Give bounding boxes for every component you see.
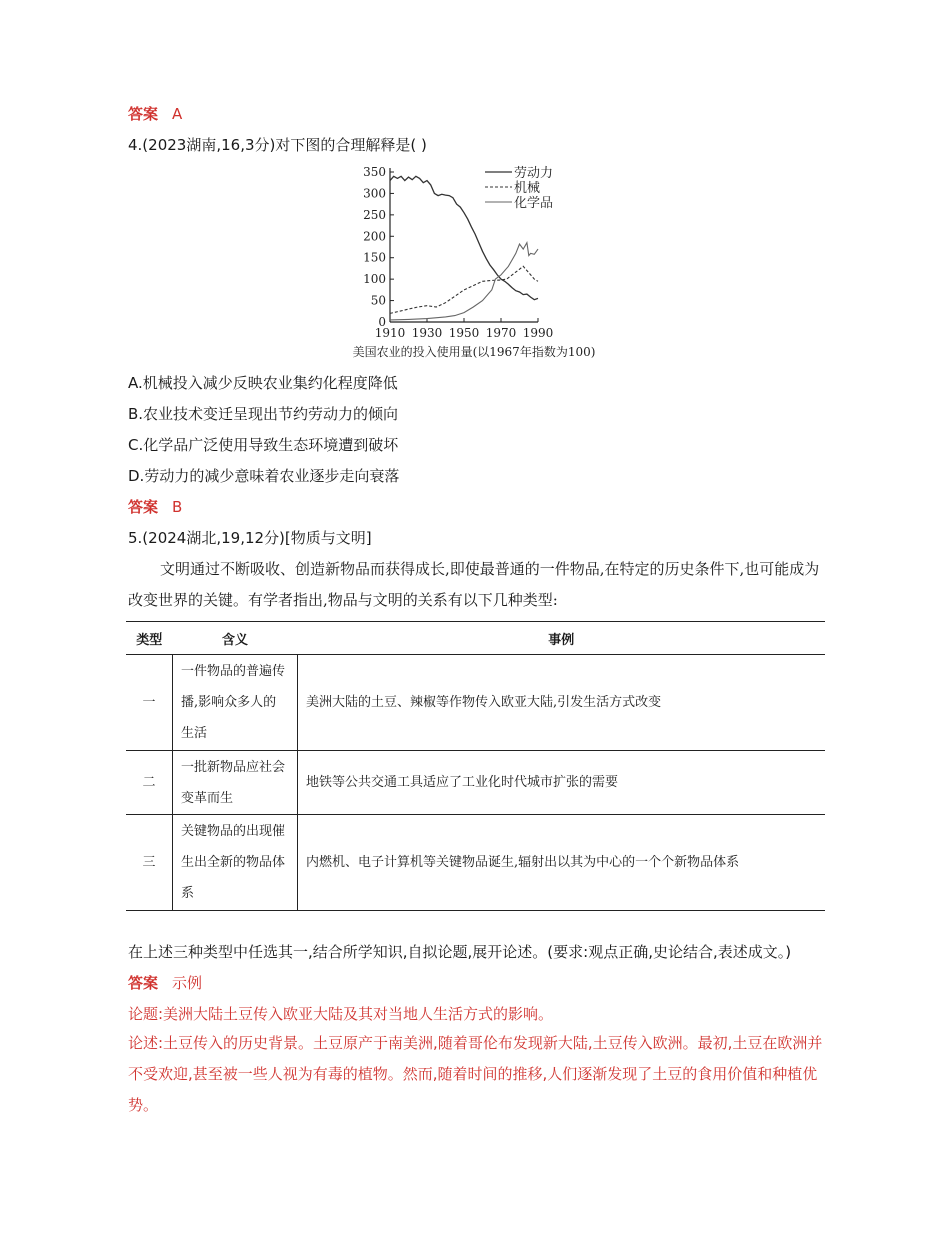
answer-tag: 示例 bbox=[172, 974, 203, 992]
legend-label: 机械 bbox=[514, 181, 541, 196]
answer-label: 答案 bbox=[128, 974, 159, 992]
option-a: A.机械投入减少反映农业集约化程度降低 bbox=[128, 374, 398, 392]
input-usage-chart bbox=[330, 158, 630, 363]
row-type: 三 bbox=[126, 815, 173, 911]
question-5-stem: 5.(2024湖北,19,12分)[物质与文明] bbox=[128, 529, 372, 547]
y-tick-label: 50 bbox=[370, 293, 386, 308]
header-example: 事例 bbox=[298, 622, 826, 655]
header-type: 类型 bbox=[126, 622, 173, 655]
table-header-row bbox=[126, 622, 825, 655]
question-4-stem: 4.(2023湖南,16,3分)对下图的合理解释是( ) bbox=[128, 136, 427, 154]
row-type: 二 bbox=[126, 751, 173, 815]
x-tick-label: 1930 bbox=[411, 326, 443, 340]
y-tick-label: 100 bbox=[363, 272, 386, 287]
chart-title: 美国农业的投入使用量(以1967年指数为100) bbox=[352, 345, 596, 359]
answer-value: A bbox=[172, 105, 183, 123]
legend-label: 劳动力 bbox=[514, 166, 554, 181]
y-tick-label: 200 bbox=[363, 229, 386, 244]
answer-line bbox=[128, 104, 182, 124]
answer-label: 答案 bbox=[128, 105, 159, 123]
y-tick-label: 250 bbox=[363, 207, 386, 222]
material-paragraph: 文明通过不断吸收、创造新物品而获得成长,即使最普通的一件物品,在特定的历史条件下,也可能成为改变世界的关键。有学者指出,物品与文明的关系有以下几种类型: bbox=[128, 560, 820, 609]
series-line-机械 bbox=[390, 266, 538, 313]
chart-legend bbox=[485, 165, 553, 211]
table-row bbox=[126, 815, 825, 911]
requirement: 在上述三种类型中任选其一,结合所学知识,自拟论题,展开论述。(要求:观点正确,史论结合,表述成文。) bbox=[128, 943, 792, 961]
answer-line-q4 bbox=[128, 497, 182, 517]
x-tick-label: 1990 bbox=[522, 326, 554, 340]
row-example: 美洲大陆的土豆、辣椒等作物传入欧亚大陆,引发生活方式改变 bbox=[298, 655, 826, 751]
x-tick-label: 1950 bbox=[448, 326, 480, 340]
answer-argument: 论述:土豆传入的历史背景。土豆原产于南美洲,随着哥伦布发现新大陆,土豆传入欧洲。最初,土豆在欧洲并不受欢迎,甚至被一些人视为有毒的植物。然而,随着时间的推移,人们逐渐发现了土豆的食用价值和种植优势。 bbox=[128, 1034, 823, 1114]
x-tick-label: 1970 bbox=[485, 326, 517, 340]
option-d: D.劳动力的减少意味着农业逐步走向衰落 bbox=[128, 467, 400, 485]
legend-label: 化学品 bbox=[514, 196, 554, 211]
y-tick-label: 300 bbox=[363, 186, 386, 201]
row-type: 一 bbox=[126, 655, 173, 751]
row-example: 内燃机、电子计算机等关键物品诞生,辐射出以其为中心的一个个新物品体系 bbox=[298, 815, 826, 911]
y-tick-label: 350 bbox=[363, 165, 386, 179]
types-table bbox=[126, 621, 825, 911]
answer-line-q5 bbox=[128, 973, 202, 993]
answer-value: B bbox=[172, 498, 183, 516]
row-example: 地铁等公共交通工具适应了工业化时代城市扩张的需要 bbox=[298, 751, 826, 815]
table-row bbox=[126, 751, 825, 815]
x-tick-label: 1910 bbox=[374, 326, 406, 340]
answer-topic: 论题:美洲大陆土豆传入欧亚大陆及其对当地人生活方式的影响。 bbox=[128, 1005, 554, 1023]
row-meaning: 关键物品的出现催生出全新的物品体系 bbox=[173, 815, 298, 911]
y-tick-label: 0 bbox=[378, 315, 386, 329]
option-b: B.农业技术变迁呈现出节约劳动力的倾向 bbox=[128, 405, 399, 423]
option-c: C.化学品广泛使用导致生态环境遭到破坏 bbox=[128, 436, 399, 454]
row-meaning: 一批新物品应社会变革而生 bbox=[173, 751, 298, 815]
table-row bbox=[126, 655, 825, 751]
answer-label: 答案 bbox=[128, 498, 159, 516]
y-tick-label: 150 bbox=[363, 250, 386, 265]
header-meaning: 含义 bbox=[173, 622, 298, 655]
row-meaning: 一件物品的普遍传播,影响众多人的生活 bbox=[173, 655, 298, 751]
